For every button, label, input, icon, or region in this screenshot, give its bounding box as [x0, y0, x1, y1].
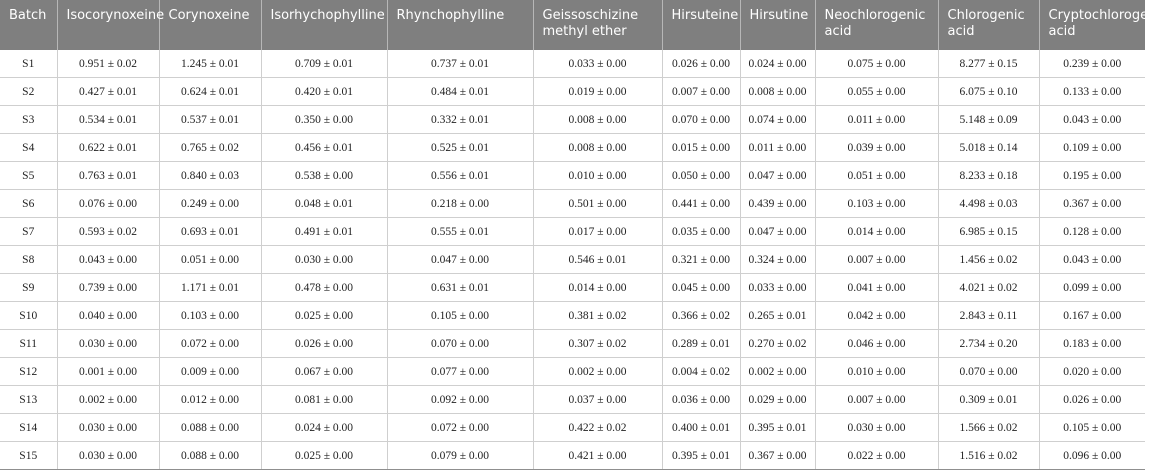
value-cell: 1.516 ± 0.02: [938, 442, 1039, 470]
batch-cell: S15: [0, 442, 57, 470]
value-cell: 0.534 ± 0.01: [57, 106, 159, 134]
value-cell: 0.709 ± 0.01: [261, 50, 387, 78]
value-cell: 0.307 ± 0.02: [533, 330, 662, 358]
value-cell: 4.498 ± 0.03: [938, 190, 1039, 218]
value-cell: 0.014 ± 0.00: [533, 274, 662, 302]
value-cell: 0.556 ± 0.01: [387, 162, 533, 190]
value-cell: 0.070 ± 0.00: [662, 106, 740, 134]
value-cell: 0.309 ± 0.01: [938, 386, 1039, 414]
value-cell: 0.088 ± 0.00: [159, 442, 261, 470]
value-cell: 0.103 ± 0.00: [159, 302, 261, 330]
value-cell: 0.025 ± 0.00: [261, 302, 387, 330]
value-cell: 0.624 ± 0.01: [159, 78, 261, 106]
value-cell: 0.951 ± 0.02: [57, 50, 159, 78]
value-cell: 0.128 ± 0.00: [1039, 218, 1145, 246]
value-cell: 6.075 ± 0.10: [938, 78, 1039, 106]
value-cell: 0.133 ± 0.00: [1039, 78, 1145, 106]
value-cell: 0.420 ± 0.01: [261, 78, 387, 106]
value-cell: 0.622 ± 0.01: [57, 134, 159, 162]
value-cell: 0.039 ± 0.00: [815, 134, 938, 162]
value-cell: 0.270 ± 0.02: [740, 330, 815, 358]
value-cell: 0.070 ± 0.00: [387, 330, 533, 358]
value-cell: 0.047 ± 0.00: [387, 246, 533, 274]
value-cell: 0.045 ± 0.00: [662, 274, 740, 302]
value-cell: 0.765 ± 0.02: [159, 134, 261, 162]
value-cell: 0.183 ± 0.00: [1039, 330, 1145, 358]
table-body: [0, 50, 1145, 470]
value-cell: 0.009 ± 0.00: [159, 358, 261, 386]
value-cell: 0.008 ± 0.00: [533, 106, 662, 134]
value-cell: 0.026 ± 0.00: [1039, 386, 1145, 414]
batch-cell: S2: [0, 78, 57, 106]
value-cell: 0.421 ± 0.00: [533, 442, 662, 470]
header-chlorogenic-acid: Chlorogenic acid: [938, 0, 1039, 50]
value-cell: 0.043 ± 0.00: [57, 246, 159, 274]
value-cell: 0.456 ± 0.01: [261, 134, 387, 162]
header-cryptochlorogenic-acid: Cryptochlorogenic acid: [1039, 0, 1145, 50]
value-cell: 0.400 ± 0.01: [662, 414, 740, 442]
value-cell: 0.289 ± 0.01: [662, 330, 740, 358]
value-cell: 4.021 ± 0.02: [938, 274, 1039, 302]
value-cell: 0.427 ± 0.01: [57, 78, 159, 106]
table-row: [0, 106, 1145, 134]
value-cell: 0.422 ± 0.02: [533, 414, 662, 442]
value-cell: 0.026 ± 0.00: [662, 50, 740, 78]
value-cell: 0.763 ± 0.01: [57, 162, 159, 190]
table-row: [0, 78, 1145, 106]
value-cell: 0.011 ± 0.00: [815, 106, 938, 134]
header-batch: Batch: [0, 0, 57, 50]
value-cell: 2.734 ± 0.20: [938, 330, 1039, 358]
value-cell: 0.020 ± 0.00: [1039, 358, 1145, 386]
value-cell: 0.167 ± 0.00: [1039, 302, 1145, 330]
batch-cell: S9: [0, 274, 57, 302]
value-cell: 0.537 ± 0.01: [159, 106, 261, 134]
value-cell: 0.103 ± 0.00: [815, 190, 938, 218]
batch-cell: S12: [0, 358, 57, 386]
value-cell: 0.002 ± 0.00: [57, 386, 159, 414]
value-cell: 0.088 ± 0.00: [159, 414, 261, 442]
value-cell: 0.546 ± 0.01: [533, 246, 662, 274]
value-cell: 5.148 ± 0.09: [938, 106, 1039, 134]
value-cell: 0.218 ± 0.00: [387, 190, 533, 218]
batch-cell: S10: [0, 302, 57, 330]
value-cell: 0.381 ± 0.02: [533, 302, 662, 330]
header-neochlorogenic-acid: Neochlorogenic acid: [815, 0, 938, 50]
value-cell: 0.024 ± 0.00: [740, 50, 815, 78]
value-cell: 0.109 ± 0.00: [1039, 134, 1145, 162]
value-cell: 0.737 ± 0.01: [387, 50, 533, 78]
value-cell: 0.010 ± 0.00: [815, 358, 938, 386]
value-cell: 0.012 ± 0.00: [159, 386, 261, 414]
value-cell: 0.004 ± 0.02: [662, 358, 740, 386]
table-row: [0, 134, 1145, 162]
value-cell: 0.022 ± 0.00: [815, 442, 938, 470]
value-cell: 0.007 ± 0.00: [815, 386, 938, 414]
value-cell: 0.484 ± 0.01: [387, 78, 533, 106]
value-cell: 5.018 ± 0.14: [938, 134, 1039, 162]
batch-cell: S5: [0, 162, 57, 190]
value-cell: 0.048 ± 0.01: [261, 190, 387, 218]
batch-cell: S13: [0, 386, 57, 414]
value-cell: 0.002 ± 0.00: [533, 358, 662, 386]
batch-cell: S6: [0, 190, 57, 218]
value-cell: 0.367 ± 0.00: [740, 442, 815, 470]
value-cell: 0.538 ± 0.00: [261, 162, 387, 190]
value-cell: 0.096 ± 0.00: [1039, 442, 1145, 470]
batch-cell: S3: [0, 106, 57, 134]
batch-cell: S1: [0, 50, 57, 78]
table-row: [0, 358, 1145, 386]
value-cell: 0.105 ± 0.00: [387, 302, 533, 330]
value-cell: 0.008 ± 0.00: [533, 134, 662, 162]
batch-cell: S4: [0, 134, 57, 162]
value-cell: 2.843 ± 0.11: [938, 302, 1039, 330]
value-cell: 0.050 ± 0.00: [662, 162, 740, 190]
value-cell: 0.631 ± 0.01: [387, 274, 533, 302]
value-cell: 0.074 ± 0.00: [740, 106, 815, 134]
value-cell: 0.033 ± 0.00: [740, 274, 815, 302]
header-hirsutine: Hirsutine: [740, 0, 815, 50]
value-cell: 0.249 ± 0.00: [159, 190, 261, 218]
value-cell: 0.072 ± 0.00: [387, 414, 533, 442]
value-cell: 0.067 ± 0.00: [261, 358, 387, 386]
value-cell: 0.079 ± 0.00: [387, 442, 533, 470]
value-cell: 0.046 ± 0.00: [815, 330, 938, 358]
value-cell: 0.030 ± 0.00: [57, 442, 159, 470]
value-cell: 1.171 ± 0.01: [159, 274, 261, 302]
value-cell: 0.026 ± 0.00: [261, 330, 387, 358]
value-cell: 0.239 ± 0.00: [1039, 50, 1145, 78]
value-cell: 0.075 ± 0.00: [815, 50, 938, 78]
value-cell: 0.017 ± 0.00: [533, 218, 662, 246]
value-cell: 0.525 ± 0.01: [387, 134, 533, 162]
batch-cell: S7: [0, 218, 57, 246]
table-row: [0, 414, 1145, 442]
value-cell: 0.035 ± 0.00: [662, 218, 740, 246]
value-cell: 0.047 ± 0.00: [740, 218, 815, 246]
header-rhynchophylline: Rhynchophylline: [387, 0, 533, 50]
value-cell: 0.105 ± 0.00: [1039, 414, 1145, 442]
value-cell: 0.367 ± 0.00: [1039, 190, 1145, 218]
value-cell: 1.566 ± 0.02: [938, 414, 1039, 442]
value-cell: 0.029 ± 0.00: [740, 386, 815, 414]
value-cell: 8.233 ± 0.18: [938, 162, 1039, 190]
value-cell: 0.395 ± 0.01: [740, 414, 815, 442]
value-cell: 0.002 ± 0.00: [740, 358, 815, 386]
value-cell: 0.366 ± 0.02: [662, 302, 740, 330]
table-row: [0, 274, 1145, 302]
batch-cell: S8: [0, 246, 57, 274]
value-cell: 0.042 ± 0.00: [815, 302, 938, 330]
value-cell: 0.332 ± 0.01: [387, 106, 533, 134]
value-cell: 0.015 ± 0.00: [662, 134, 740, 162]
value-cell: 0.324 ± 0.00: [740, 246, 815, 274]
value-cell: 0.051 ± 0.00: [159, 246, 261, 274]
value-cell: 0.030 ± 0.00: [815, 414, 938, 442]
table-row: [0, 302, 1145, 330]
value-cell: 0.081 ± 0.00: [261, 386, 387, 414]
value-cell: 0.019 ± 0.00: [533, 78, 662, 106]
value-cell: 0.693 ± 0.01: [159, 218, 261, 246]
header-isorhychophylline: Isorhychophylline: [261, 0, 387, 50]
header-corynoxeine: Corynoxeine: [159, 0, 261, 50]
table-row: [0, 190, 1145, 218]
table-row: [0, 386, 1145, 414]
table-row: [0, 218, 1145, 246]
value-cell: 0.040 ± 0.00: [57, 302, 159, 330]
value-cell: 0.739 ± 0.00: [57, 274, 159, 302]
value-cell: 0.014 ± 0.00: [815, 218, 938, 246]
header-hirsuteine: Hirsuteine: [662, 0, 740, 50]
table-row: [0, 442, 1145, 470]
value-cell: 0.441 ± 0.00: [662, 190, 740, 218]
value-cell: 0.043 ± 0.00: [1039, 246, 1145, 274]
value-cell: 0.076 ± 0.00: [57, 190, 159, 218]
value-cell: 0.011 ± 0.00: [740, 134, 815, 162]
value-cell: 0.070 ± 0.00: [938, 358, 1039, 386]
batch-cell: S11: [0, 330, 57, 358]
value-cell: 0.007 ± 0.00: [815, 246, 938, 274]
value-cell: 0.350 ± 0.00: [261, 106, 387, 134]
value-cell: 0.047 ± 0.00: [740, 162, 815, 190]
value-cell: 0.007 ± 0.00: [662, 78, 740, 106]
table-row: [0, 50, 1145, 78]
value-cell: 0.321 ± 0.00: [662, 246, 740, 274]
value-cell: 0.033 ± 0.00: [533, 50, 662, 78]
value-cell: 0.008 ± 0.00: [740, 78, 815, 106]
value-cell: 0.037 ± 0.00: [533, 386, 662, 414]
value-cell: 8.277 ± 0.15: [938, 50, 1039, 78]
value-cell: 0.265 ± 0.01: [740, 302, 815, 330]
value-cell: 0.491 ± 0.01: [261, 218, 387, 246]
value-cell: 1.245 ± 0.01: [159, 50, 261, 78]
value-cell: 0.024 ± 0.00: [261, 414, 387, 442]
value-cell: 0.030 ± 0.00: [261, 246, 387, 274]
value-cell: 0.099 ± 0.00: [1039, 274, 1145, 302]
value-cell: 0.043 ± 0.00: [1039, 106, 1145, 134]
value-cell: 0.001 ± 0.00: [57, 358, 159, 386]
table-row: [0, 162, 1145, 190]
table-header-row: [0, 0, 1145, 50]
header-isocorynoxeine: Isocorynoxeine: [57, 0, 159, 50]
value-cell: 0.840 ± 0.03: [159, 162, 261, 190]
value-cell: 0.051 ± 0.00: [815, 162, 938, 190]
value-cell: 0.030 ± 0.00: [57, 414, 159, 442]
value-cell: 0.478 ± 0.00: [261, 274, 387, 302]
value-cell: 0.072 ± 0.00: [159, 330, 261, 358]
value-cell: 0.055 ± 0.00: [815, 78, 938, 106]
value-cell: 0.030 ± 0.00: [57, 330, 159, 358]
header-geissoschizine-methyl-ether: Geissoschizine methyl ether: [533, 0, 662, 50]
value-cell: 0.036 ± 0.00: [662, 386, 740, 414]
value-cell: 6.985 ± 0.15: [938, 218, 1039, 246]
value-cell: 0.025 ± 0.00: [261, 442, 387, 470]
value-cell: 0.439 ± 0.00: [740, 190, 815, 218]
batch-cell: S14: [0, 414, 57, 442]
value-cell: 0.041 ± 0.00: [815, 274, 938, 302]
value-cell: 0.501 ± 0.00: [533, 190, 662, 218]
table-row: [0, 246, 1145, 274]
value-cell: 0.593 ± 0.02: [57, 218, 159, 246]
value-cell: 1.456 ± 0.02: [938, 246, 1039, 274]
value-cell: 0.010 ± 0.00: [533, 162, 662, 190]
value-cell: 0.555 ± 0.01: [387, 218, 533, 246]
value-cell: 0.092 ± 0.00: [387, 386, 533, 414]
table-row: [0, 330, 1145, 358]
value-cell: 0.195 ± 0.00: [1039, 162, 1145, 190]
value-cell: 0.395 ± 0.01: [662, 442, 740, 470]
value-cell: 0.077 ± 0.00: [387, 358, 533, 386]
